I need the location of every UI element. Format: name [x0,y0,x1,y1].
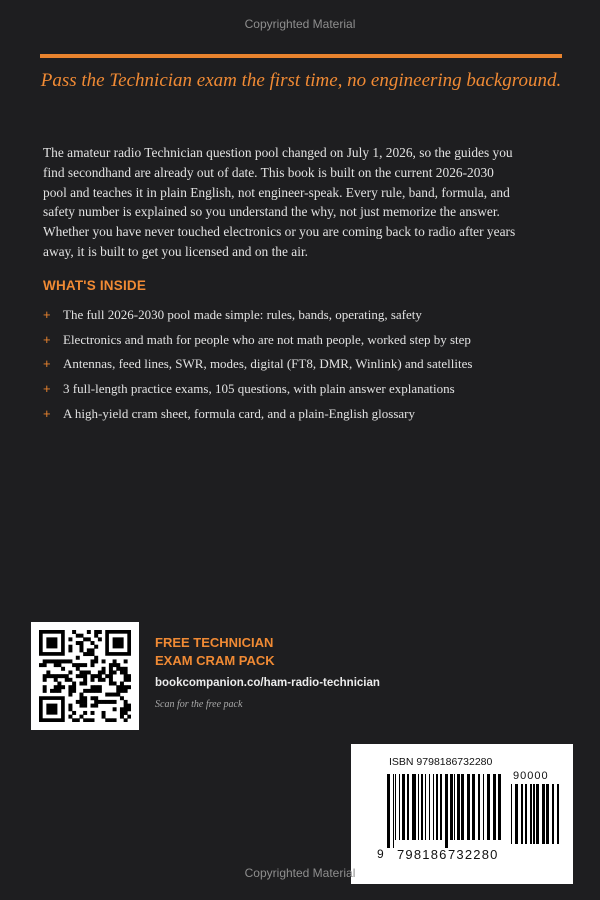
plus-icon: + [43,307,51,322]
intro-paragraph [43,143,563,262]
qr-module [105,693,109,697]
qr-module [124,704,128,708]
qr-module [116,685,120,689]
qr-module [79,634,83,638]
qr-module [68,689,72,693]
barcode-bar [445,774,448,848]
barcode-bar [450,774,453,840]
qr-module [83,682,87,686]
qr-module [102,659,106,663]
intro-line: safety number is explained so you understand the why, not just memorize the answer. [43,204,500,220]
qr-module [120,707,124,711]
qr-module [68,715,72,719]
qr-module [76,718,80,722]
qr-module [124,685,128,689]
plus-icon: + [43,381,51,397]
qr-module [113,718,117,722]
qr-module [124,667,128,671]
qr-module [120,711,124,715]
qr-module [102,670,106,674]
qr-module [120,667,124,671]
intro-line: away, it is built to get you licensed and on the air. [43,243,309,259]
isbn-barcode-box [351,744,573,884]
qr-module [91,718,95,722]
watermark-bottom: Copyrighted Material [244,866,356,880]
qr-module [83,674,87,678]
cram-pack-url[interactable]: bookcompanion.co/ham-radio-technician [155,677,380,689]
barcode-bar [412,774,416,840]
list-item [43,331,573,356]
qr-module [72,689,76,693]
qr-module [94,634,98,638]
qr-module [127,678,131,682]
qr-module [76,700,80,704]
qr-module [109,663,113,667]
plus-icon: + [43,356,51,372]
qr-module [87,670,91,674]
list-item [43,355,573,380]
qr-module [57,689,61,693]
qr-module [68,659,72,663]
barcode-bar [402,774,405,840]
qr-module [102,678,106,682]
plus-icon: + [43,405,51,421]
qr-module [98,678,102,682]
qr-module [79,645,83,649]
qr-module [76,641,80,645]
qr-module [76,667,80,671]
qr-module [124,718,128,722]
qr-module [124,670,128,674]
qr-module [127,715,131,719]
qr-module [83,696,87,700]
qr-module [57,659,61,663]
feature-list [43,306,573,429]
qr-module [98,630,102,634]
barcode-bar [536,784,539,844]
qr-module [94,685,98,689]
qr-module [72,685,76,689]
qr-module [91,689,95,693]
qr-code-icon [39,630,131,722]
qr-module [127,685,131,689]
barcode-bar [525,784,527,844]
qr-module [109,678,113,682]
qr-module [94,659,98,663]
qr-module [102,700,106,704]
qr-module [68,678,72,682]
qr-module [79,696,83,700]
intro-line: Whether you have never touched electronics or you are coming back to radio after years [43,224,516,240]
qr-module [54,674,58,678]
qr-module [109,674,113,678]
barcode-bar [515,784,518,844]
qr-module [43,663,47,667]
qr-module [72,630,76,634]
qr-module [113,700,117,704]
qr-module [83,704,87,708]
qr-module [54,689,58,693]
qr-module [87,648,91,652]
qr-module [120,682,124,686]
barcode-bar [533,784,535,844]
barcode-bar [454,774,455,840]
tagline: Pass the Technician exam the first time, no engineering background. [40,70,562,91]
qr-module [72,663,76,667]
qr-module [65,659,69,663]
qr-module [79,715,83,719]
qr-module [94,630,98,634]
qr-module [105,700,109,704]
qr-module [76,674,80,678]
qr-module [57,682,61,686]
qr-module [83,689,87,693]
cram-pack-note: Scan for the free pack [155,699,243,710]
qr-module [54,678,58,682]
qr-module [91,674,95,678]
qr-module [94,689,98,693]
qr-module [113,693,117,697]
qr-module [116,663,120,667]
barcode-bar [407,774,409,840]
qr-module [113,659,117,663]
barcode-icon [387,774,503,848]
qr-module [120,685,124,689]
barcode-bar [457,774,460,840]
qr-module [87,652,91,656]
qr-module [91,704,95,708]
qr-module [94,700,98,704]
barcode-bar [429,774,430,840]
barcode-bar [546,784,549,844]
qr-code-card[interactable] [31,622,139,730]
cram-pack-title [155,634,275,670]
barcode-bar [521,784,523,844]
feature-text: Antennas, feed lines, SWR, modes, digital (FT8, DMR, Winlink) and satellites [63,356,473,372]
cram-pack-title-line: EXAM CRAM PACK [155,653,275,668]
qr-module [68,645,72,649]
qr-module [113,707,117,711]
qr-module [61,659,65,663]
qr-module [120,689,124,693]
barcode-bar [530,784,532,844]
list-item [43,405,573,430]
barcode-bar [461,774,464,840]
isbn-label: ISBN 9798186732280 [389,756,493,768]
qr-module [54,685,58,689]
qr-module [94,674,98,678]
qr-module [124,674,128,678]
qr-module [113,637,124,648]
qr-module [98,670,102,674]
qr-module [120,670,124,674]
barcode-bar [399,774,400,840]
qr-module [50,659,54,663]
qr-module [72,718,76,722]
qr-module [124,707,128,711]
qr-module [65,678,69,682]
qr-module [79,663,83,667]
qr-module [91,652,95,656]
qr-module [83,670,87,674]
feature-text: Electronics and math for people who are not math people, worked step by step [63,331,471,347]
barcode-bar [487,774,490,840]
intro-line: The amateur radio Technician question pool changed on July 1, 2026, so the guides you [43,145,513,160]
qr-module [68,685,72,689]
barcode-bar [493,774,496,840]
qr-module [46,670,50,674]
qr-module [113,682,117,686]
qr-module [46,674,50,678]
qr-module [87,630,91,634]
qr-module [116,689,120,693]
isbn-digit-group: 798186 [397,847,448,862]
qr-module [79,670,83,674]
qr-module [102,715,106,719]
qr-module [46,659,50,663]
accent-rule [40,54,562,58]
qr-module [68,704,72,708]
qr-module [83,711,87,715]
qr-module [109,693,113,697]
barcode-bar [393,774,394,848]
cram-pack-title-line: FREE TECHNICIAN [155,635,274,650]
barcode-bar [552,784,554,844]
qr-module [54,663,58,667]
qr-module [109,700,113,704]
qr-module [72,711,76,715]
barcode-bar [395,774,396,840]
qr-module [83,652,87,656]
barcode-bar [511,784,512,844]
qr-module [91,663,95,667]
qr-module [79,704,83,708]
barcode-bar [425,774,426,840]
qr-module [91,696,95,700]
barcode-bar [557,784,559,844]
whats-inside-heading: WHAT'S INSIDE [43,278,147,293]
qr-module [109,718,113,722]
qr-module [91,659,95,663]
qr-module [43,678,47,682]
qr-module [120,696,124,700]
qr-module [87,689,91,693]
qr-module [124,711,128,715]
qr-module [68,648,72,652]
qr-module [46,637,57,648]
qr-module [98,685,102,689]
qr-module [57,674,61,678]
qr-module [54,659,58,663]
qr-module [68,693,72,697]
feature-text: A high-yield cram sheet, formula card, and a plain-English glossary [63,405,415,421]
intro-line: find secondhand are already out of date. This book is built on the current 2026-2030 [43,164,494,180]
qr-module [68,707,72,711]
isbn-digit-prefix: 9 [377,847,384,861]
qr-module [91,711,95,715]
barcode-bar [387,774,390,848]
qr-module [79,648,83,652]
qr-module [79,693,83,697]
qr-module [113,670,117,674]
qr-module [61,674,65,678]
qr-module [124,689,128,693]
qr-module [79,682,83,686]
barcode-bar [436,774,438,840]
isbn-digit-group: 732280 [448,847,499,862]
qr-module [83,663,87,667]
qr-module [83,700,87,704]
price-barcode-icon [511,784,559,844]
qr-module [102,711,106,715]
qr-module [109,670,113,674]
qr-module [105,674,109,678]
qr-module [83,637,87,641]
qr-module [124,700,128,704]
qr-module [127,674,131,678]
qr-module [91,685,95,689]
qr-module [102,667,106,671]
qr-module [120,715,124,719]
intro-line: pool and teaches it in plain English, not engineer-speak. Every rule, band, formula, and [43,184,510,200]
list-item [43,380,573,405]
qr-module [65,674,69,678]
qr-module [57,663,61,667]
qr-module [79,641,83,645]
qr-module [124,678,128,682]
qr-module [57,685,61,689]
qr-module [98,674,102,678]
price-code: 90000 [513,770,549,782]
qr-module [50,674,54,678]
qr-module [113,663,117,667]
plus-icon: + [43,331,51,347]
qr-module [94,704,98,708]
barcode-bar [498,774,501,840]
qr-module [127,704,131,708]
barcode-bar [440,774,442,840]
qr-module [109,667,113,671]
qr-module [68,670,72,674]
barcode-bar [542,784,545,844]
qr-module [68,637,72,641]
qr-module [127,707,131,711]
barcode-bar [418,774,419,840]
qr-module [83,718,87,722]
qr-module [91,641,95,645]
feature-text: 3 full-length practice exams, 105 questions, with plain answer explanations [63,381,455,397]
qr-module [98,700,102,704]
qr-module [116,667,120,671]
qr-module [79,674,83,678]
feature-text: The full 2026-2030 pool made simple: rules, bands, operating, safety [63,307,422,322]
qr-module [87,718,91,722]
barcode-bar [478,774,480,840]
qr-module [43,689,47,693]
qr-module [61,667,65,671]
qr-module [94,696,98,700]
qr-module [105,718,109,722]
barcode-bar [467,774,470,840]
qr-module [87,637,91,641]
watermark-top: Copyrighted Material [244,17,356,31]
qr-module [76,656,80,660]
qr-module [109,682,113,686]
qr-module [116,693,120,697]
qr-module [43,674,47,678]
qr-module [91,648,95,652]
barcode-bar [433,774,434,840]
barcode-bar [421,774,423,840]
qr-module [72,682,76,686]
qr-module [43,685,47,689]
qr-module [39,663,43,667]
qr-module [79,700,83,704]
qr-module [98,637,102,641]
qr-module [94,656,98,660]
qr-module [43,659,47,663]
barcode-bar [472,774,475,840]
qr-module [50,689,54,693]
qr-module [124,659,128,663]
qr-module [91,678,95,682]
qr-module [94,645,98,649]
qr-module [76,663,80,667]
qr-module [46,704,57,715]
qr-module [83,678,87,682]
barcode-bar [483,774,484,840]
qr-module [98,689,102,693]
qr-module [61,685,65,689]
list-item [43,306,573,331]
qr-module [76,634,80,638]
